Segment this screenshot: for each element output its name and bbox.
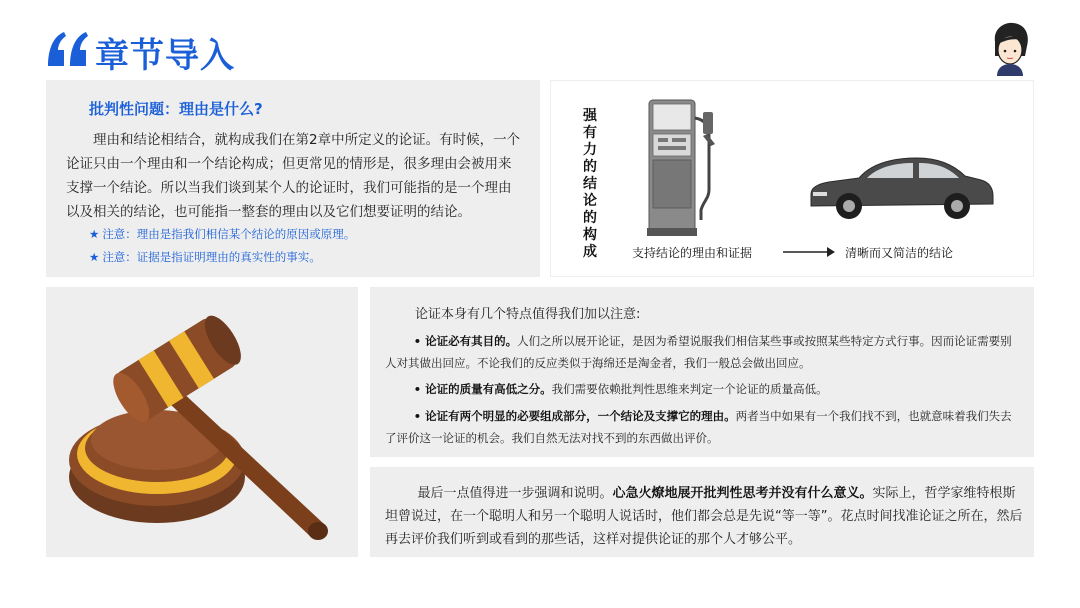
list-item: • 论证必有其目的。人们之所以展开论证，是因为希望说服我们相信某些事或按照某些特定方式行事。因而论证需要别人对其做出回应。不论我们的反应类似于海绵还是淘金者，我们一般总会做出回应。: [385, 334, 1012, 370]
star-icon: ★: [89, 227, 100, 241]
conclusion-caption: 清晰而又简洁的结论: [845, 246, 954, 260]
double-quote-icon: [46, 30, 90, 70]
note-reason-text: 注意：理由是指我们相信某个结论的原因或原理。: [102, 227, 356, 241]
gas-pump-icon: [645, 98, 720, 238]
critical-question-heading: 批判性问题：理由是什么?: [89, 100, 263, 118]
features-intro: 论证本身有几个特点值得我们加以注意:: [415, 307, 641, 322]
page-title: 章节导入: [95, 36, 235, 76]
diagram-vertical-title: 强有力的结论的构成: [583, 108, 597, 260]
note-evidence-text: 注意：证据是指证明理由的真实性的事实。: [102, 250, 321, 264]
gavel-icon: [62, 292, 347, 542]
right-arrow-icon: [783, 246, 835, 258]
intro-paragraph: 理由和结论相结合，就构成我们在第2章中所定义的论证。有时候，一个论证只由一个理由和一个结论构成；但更常见的情形是，很多理由会被用来支撑一个结论。所以当我们谈到某个人的论证时，我们可能指的是一个理由以及相关的结论，也可能指一整套的理由以及它们想要证明的结论。: [66, 132, 521, 220]
cartoon-avatar-icon: [985, 20, 1035, 76]
note-evidence: [89, 249, 321, 265]
note-reason: [89, 226, 355, 242]
star-icon: ★: [89, 250, 100, 264]
reasons-evidence-caption: 支持结论的理由和证据: [632, 246, 753, 260]
closing-paragraph: 最后一点值得进一步强调和说明。心急火燎地展开批判性思考并没有什么意义。实际上，哲学家维特根斯坦曾说过，在一个聪明人和另一个聪明人说话时，他们都会总是先说“等一等”。花点时间找准论证之所在，然后再去评价我们听到或看到的那些话，这样对提供论证的那个人才够公平。: [385, 486, 1023, 547]
list-item: • 论证有两个明显的必要组成部分，一个结论及支撑它的理由。两者当中如果有一个我们找不到，也就意味着我们失去了评价这一论证的机会。我们自然无法对找不到的东西做出评价。: [385, 409, 1012, 445]
list-item: • 论证的质量有高低之分。我们需要依赖批判性思维来判定一个论证的质量高低。: [413, 382, 828, 396]
car-icon: [805, 150, 995, 222]
